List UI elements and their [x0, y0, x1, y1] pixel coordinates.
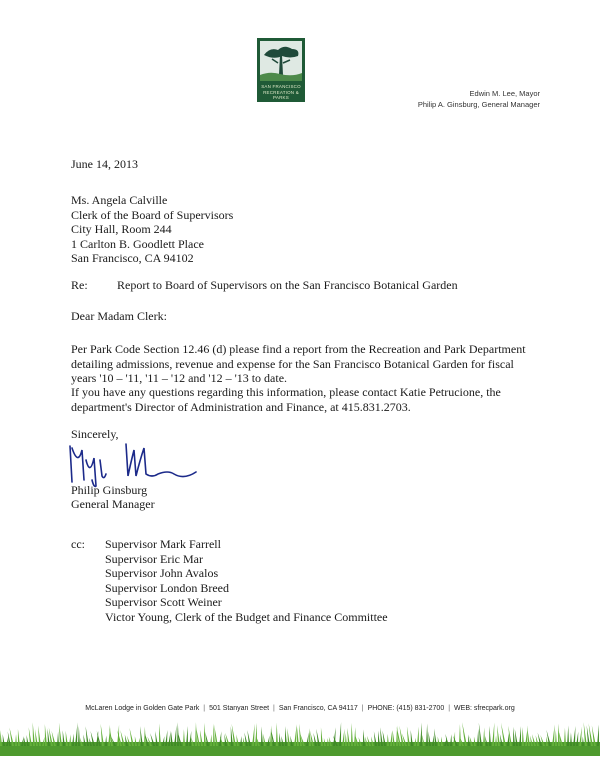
footer-web: WEB: sfrecpark.org — [454, 705, 515, 712]
paragraph-line: years '10 – '11, '11 – '12 and '12 – '13 to date. — [71, 371, 288, 385]
cc-item: Supervisor London Breed — [105, 580, 229, 595]
signer-title: General Manager — [71, 497, 155, 511]
address-line: City Hall, Room 244 — [71, 222, 172, 236]
footer-street: 501 Stanyan Street — [209, 705, 270, 712]
letter-date: June 14, 2013 — [71, 157, 138, 171]
tree-icon — [260, 41, 302, 81]
footer-location: McLaren Lodge in Golden Gate Park — [85, 705, 200, 712]
paragraph-line: department's Director of Administration and Finance, at 415.831.2703. — [71, 399, 411, 414]
cc-item: Supervisor Mark Farrell — [105, 537, 221, 551]
address-line: Clerk of the Board of Supervisors — [71, 207, 234, 222]
cc-item: Victor Young, Clerk of the Budget and Finance Committee — [105, 609, 388, 624]
body-paragraph-2 — [71, 385, 541, 414]
subject-line: Report to Board of Supervisors on the San Francisco Botanical Garden — [117, 278, 458, 292]
grass-border — [0, 716, 600, 756]
cc-label: cc: — [71, 537, 85, 551]
mayor-name: Edwin M. Lee, Mayor — [469, 89, 540, 98]
address-line: 1 Carlton B. Goodlett Place — [71, 236, 204, 251]
address-line: Ms. Angela Calville — [71, 193, 168, 207]
paragraph-line: Per Park Code Section 12.46 (d) please find a report from the Recreation and Park Department — [71, 342, 526, 356]
general-manager-header: Philip A. Ginsburg, General Manager — [417, 100, 540, 109]
paragraph-line: detailing admissions, revenue and expense for the San Francisco Botanical Garden for fiscal — [71, 356, 514, 371]
cc-item: Supervisor John Avalos — [105, 566, 219, 580]
footer-contact: McLaren Lodge in Golden Gate Park | 501 Stanyan Street | San Francisco, CA 94117 | PHONE: (415) 831-2700 | WEB: sfrecpark.org — [85, 705, 515, 712]
footer-city: San Francisco, CA 94117 — [278, 705, 358, 712]
address-line: San Francisco, CA 94102 — [71, 251, 194, 265]
re-label: Re: — [71, 278, 88, 292]
body-paragraph-1 — [71, 342, 541, 386]
recipient-address — [71, 193, 233, 266]
cc-item: Supervisor Scott Weiner — [105, 595, 222, 609]
cc-item: Supervisor Eric Mar — [105, 551, 203, 566]
signer-name: Philip Ginsburg — [71, 483, 148, 497]
paragraph-line: If you have any questions regarding this information, please contact Katie Petrucione, the — [71, 385, 501, 399]
closing: Sincerely, — [71, 427, 119, 441]
salutation: Dear Madam Clerk: — [71, 309, 167, 323]
rec-park-logo — [257, 38, 305, 102]
footer-phone: PHONE: (415) 831-2700 — [367, 705, 445, 712]
cc-list — [105, 537, 388, 624]
handwritten-signature — [64, 436, 204, 488]
logo-text: SAN FRANCISCO RECREATION & PARKS — [261, 84, 301, 100]
